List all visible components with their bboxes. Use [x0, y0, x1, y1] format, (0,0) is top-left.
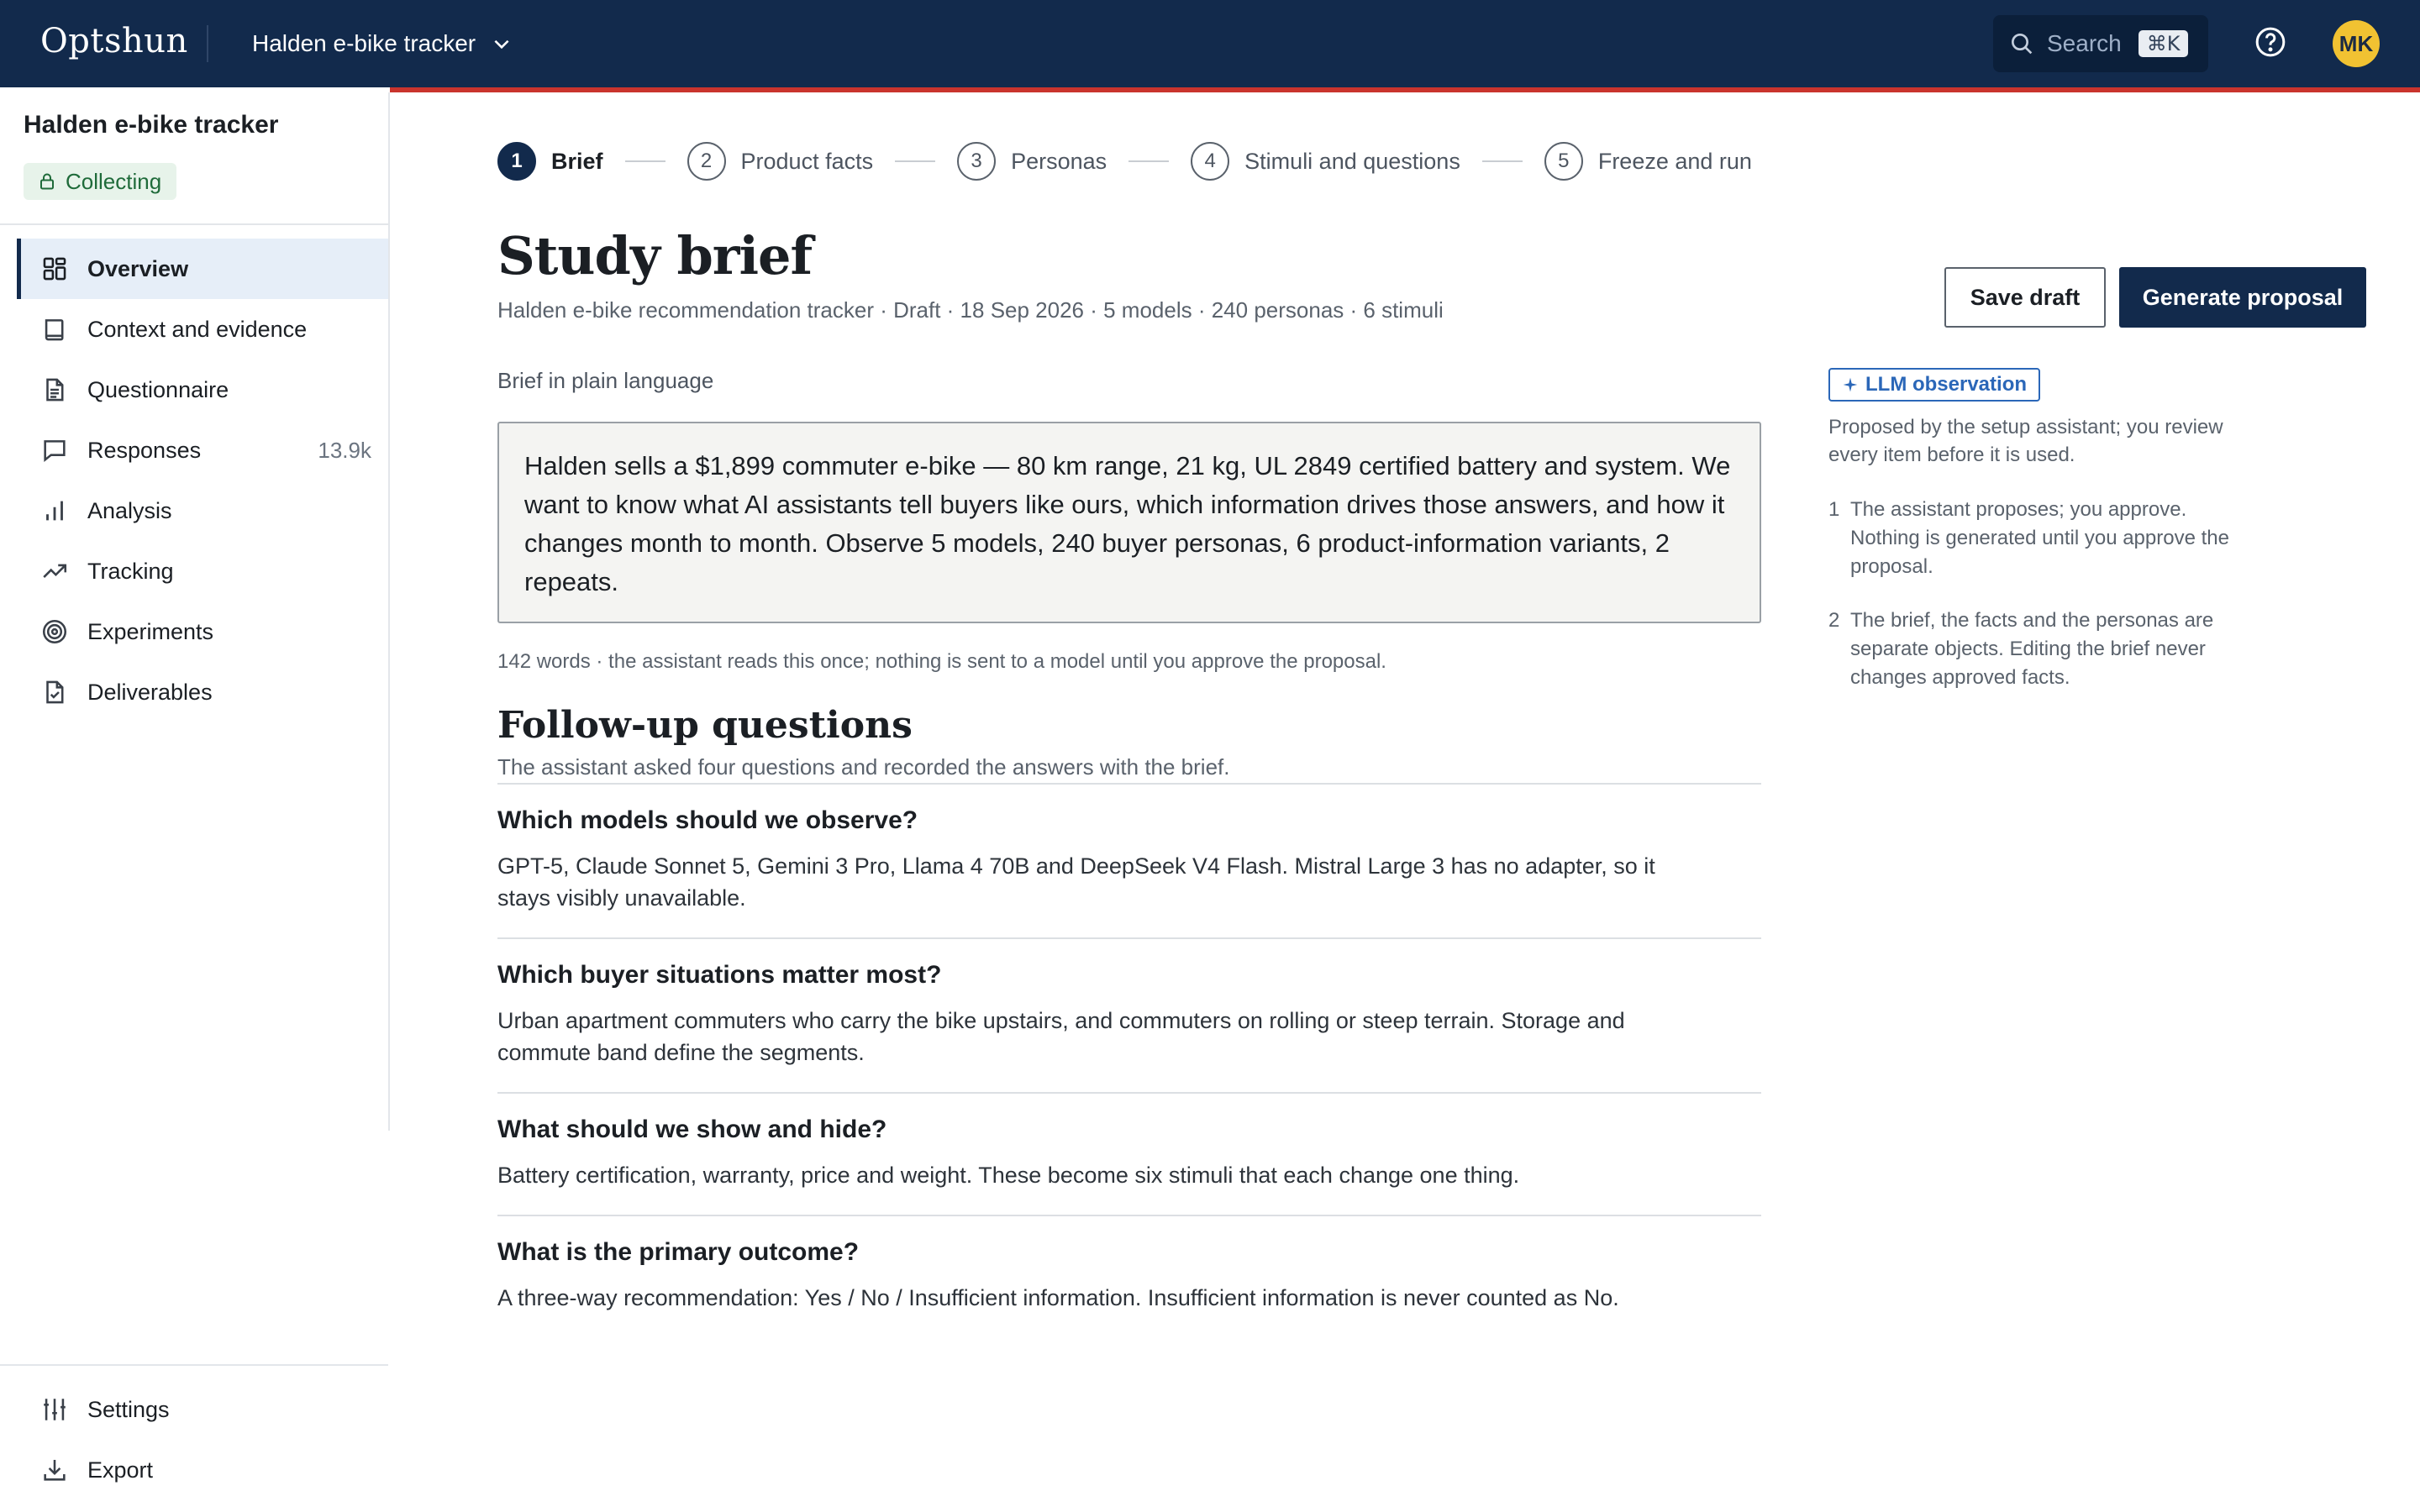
note-text: The brief, the facts and the personas are separate objects. Editing the brief never changes approved facts.: [1850, 609, 2214, 689]
note-item: [1828, 496, 2232, 581]
sidebar-project-title: Halden e-bike tracker: [24, 111, 279, 139]
sidebar-bottom-divider: [0, 1364, 388, 1366]
followup-answer: GPT-5, Claude Sonnet 5, Gemini 3 Pro, Llama 4 70B and DeepSeek V4 Flash. Mistral Large 3 has no adapter, so it stays visibly unavailable.: [497, 853, 1655, 911]
page-title: Study brief: [497, 225, 813, 286]
status-label: Collecting: [66, 168, 162, 194]
llm-observation-badge: [1828, 368, 2040, 402]
note-text: The assistant proposes; you approve. Nothing is generated until you approve the proposal.: [1850, 498, 2229, 578]
followup-item: [497, 937, 1761, 1092]
search-shortcut: ⌘K: [2139, 30, 2189, 57]
sidebar-item-deliverables[interactable]: [17, 662, 388, 722]
sidebar-item-label: Experiments: [87, 618, 214, 644]
status-badge: [24, 163, 176, 200]
sidebar-divider: [0, 223, 388, 225]
trend-icon: [40, 557, 69, 585]
setup-stepper: [497, 141, 1752, 181]
step-connector: [625, 160, 666, 162]
sidebar-bottom-nav: [17, 1379, 388, 1500]
step-label: Brief: [551, 148, 603, 174]
study-meta: Halden e-bike recommendation tracker · Draft · 18 Sep 2026 · 5 models · 240 personas · 6 stimuli: [497, 297, 1444, 323]
followup-list: [497, 783, 1761, 1337]
assistant-intro: Proposed by the setup assistant; you review every item before it is used.: [1828, 416, 2223, 466]
assistant-notes: [1828, 496, 2232, 717]
sidebar-item-label: Analysis: [87, 497, 172, 523]
app-logo[interactable]: Optshun: [40, 22, 188, 60]
followup-answer: Battery certification, warranty, price and weight. These become six stimuli that each change one thing.: [497, 1163, 1520, 1188]
project-switcher[interactable]: [252, 25, 513, 62]
llm-observation-label: LLM observation: [1865, 373, 2028, 396]
lock-icon: [37, 171, 57, 192]
top-bar-accent: [390, 87, 2420, 92]
download-icon: [40, 1456, 69, 1484]
search-icon: [2008, 30, 2035, 57]
sidebar-item-label: Export: [87, 1457, 154, 1483]
sidebar-item-questionnaire[interactable]: [17, 360, 388, 420]
sidebar-item-responses[interactable]: [17, 420, 388, 480]
sidebar-item-label: Overview: [87, 255, 189, 281]
search-input[interactable]: [1993, 15, 2208, 72]
sidebar-nav: [17, 239, 388, 722]
sparkle-icon: [1842, 376, 1859, 393]
sidebar-item-export[interactable]: [17, 1440, 388, 1500]
grid-icon: [40, 255, 69, 283]
brief-label: Brief in plain language: [497, 368, 714, 393]
sliders-icon: [40, 1395, 69, 1424]
followup-answer: A three-way recommendation: Yes / No / Insufficient information. Insufficient information is never counted as No.: [497, 1285, 1619, 1310]
followup-question: Which models should we observe?: [497, 806, 918, 834]
sidebar-item-label: Deliverables: [87, 679, 213, 705]
sidebar-item-analysis[interactable]: [17, 480, 388, 541]
note-number: 2: [1828, 609, 1840, 632]
sidebar-item-label: Questionnaire: [87, 376, 229, 402]
sidebar-item-tracking[interactable]: [17, 541, 388, 601]
save-draft-button[interactable]: Save draft: [1944, 267, 2106, 328]
step-connector: [1482, 160, 1523, 162]
followup-answer: Urban apartment commuters who carry the bike upstairs, and commuters on rolling or steep terrain. Storage and commute band define the segments.: [497, 1008, 1625, 1065]
book-icon: [40, 315, 69, 344]
step-number: 3: [957, 142, 996, 181]
responses-count: 13.9k: [318, 437, 371, 463]
sidebar-item-overview[interactable]: [17, 239, 388, 299]
step-freeze-and-run[interactable]: [1544, 142, 1752, 181]
step-number: 4: [1191, 142, 1229, 181]
sidebar-item-label: Settings: [87, 1396, 170, 1422]
target-icon: [40, 617, 69, 646]
bar-chart-icon: [40, 496, 69, 525]
chevron-down-icon: [491, 33, 513, 55]
step-connector: [895, 160, 935, 162]
search-placeholder: Search: [2047, 30, 2122, 56]
project-switcher-label: Halden e-bike tracker: [252, 30, 476, 56]
step-connector: [1128, 160, 1169, 162]
sidebar-item-settings[interactable]: [17, 1379, 388, 1440]
followup-question: What should we show and hide?: [497, 1116, 887, 1143]
step-label: Personas: [1011, 148, 1107, 174]
step-label: Stimuli and questions: [1244, 148, 1460, 174]
step-label: Product facts: [740, 148, 874, 174]
generate-proposal-button[interactable]: Generate proposal: [2119, 267, 2366, 328]
document-icon: [40, 375, 69, 404]
followup-item: [497, 783, 1761, 937]
followup-item: [497, 1092, 1761, 1215]
user-avatar[interactable]: MK: [2333, 20, 2380, 67]
followup-question: Which buyer situations matter most?: [497, 961, 942, 989]
sidebar-item-label: Responses: [87, 437, 202, 463]
sidebar-item-label: Context and evidence: [87, 316, 308, 342]
followup-item: [497, 1215, 1761, 1337]
step-number: 1: [497, 142, 536, 181]
chat-icon: [40, 436, 69, 465]
step-personas[interactable]: [957, 142, 1107, 181]
sidebar-border: [388, 92, 390, 1131]
top-bar-divider: [207, 25, 208, 62]
sidebar-item-context[interactable]: [17, 299, 388, 360]
sidebar-item-experiments[interactable]: [17, 601, 388, 662]
followup-question: What is the primary outcome?: [497, 1238, 860, 1266]
step-number: 2: [687, 142, 726, 181]
step-product-facts[interactable]: [687, 142, 874, 181]
brief-word-count: 142 words · the assistant reads this once; nothing is sent to a model until you approve the proposal.: [497, 650, 1386, 673]
note-item: [1828, 606, 2232, 692]
step-label: Freeze and run: [1597, 148, 1752, 174]
step-brief[interactable]: [497, 142, 603, 181]
sidebar-item-label: Tracking: [87, 558, 174, 584]
top-bar: [0, 0, 2420, 87]
help-icon[interactable]: [2254, 25, 2287, 59]
step-stimuli[interactable]: [1191, 142, 1460, 181]
step-number: 5: [1544, 142, 1583, 181]
note-number: 1: [1828, 498, 1840, 521]
brief-textarea[interactable]: Halden sells a $1,899 commuter e-bike — 80 km range, 21 kg, UL 2849 certified battery and system. We want to know what AI assistants tell buyers like ours, which information drives those answers, and how it changes month to month. Observe 5 models, 240 buyer personas, 6 product-information variants, 2 repeats.: [497, 422, 1761, 623]
followup-subtitle: The assistant asked four questions and recorded the answers with the brief.: [497, 754, 1230, 780]
followup-heading: Follow-up questions: [497, 704, 913, 747]
file-check-icon: [40, 678, 69, 706]
